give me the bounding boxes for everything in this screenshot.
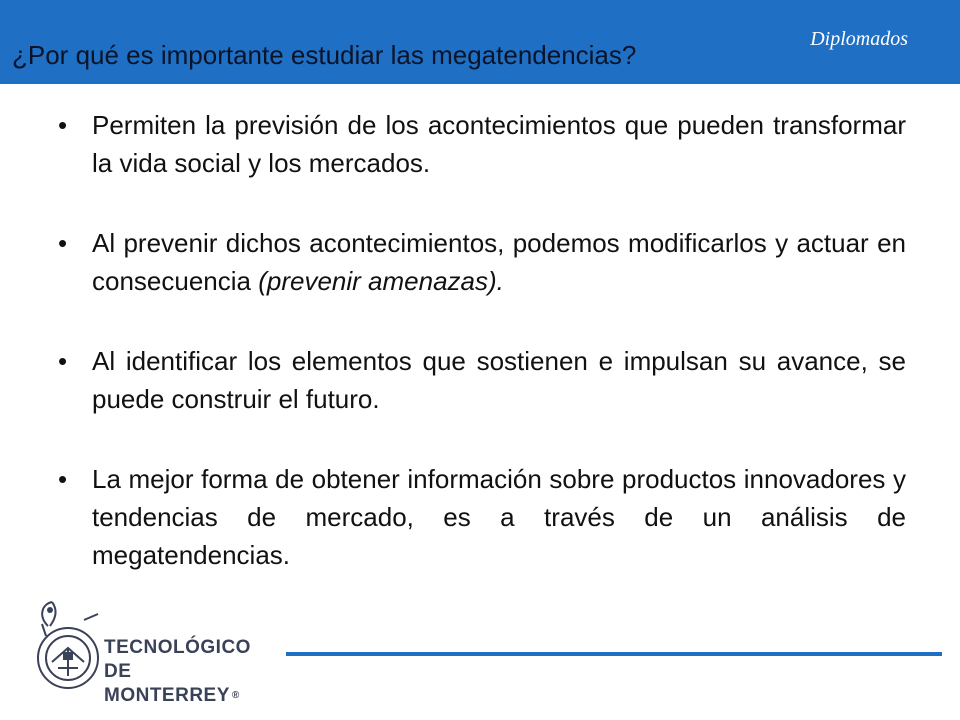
logo-line-2-wrap	[104, 660, 266, 708]
bullet-icon: •	[58, 110, 68, 140]
logo-line-2: DE MONTERREY	[104, 661, 230, 706]
bullet-icon: •	[58, 346, 68, 376]
slide-title: ¿Por qué es importante estudiar las megatendencias?	[12, 40, 637, 70]
bullet-icon: •	[58, 464, 68, 494]
bullet-text: La mejor forma de obtener información sobre productos innovadores y tendencias de mercado, es a través de un análisis de megatendencias.	[92, 464, 906, 570]
tec-seal-icon	[28, 596, 108, 696]
bullet-item	[58, 106, 906, 182]
bullet-italic-text: (prevenir amenazas).	[258, 266, 504, 296]
registered-mark: ®	[231, 690, 240, 701]
bullet-icon: •	[58, 228, 68, 258]
footer-divider	[286, 652, 942, 656]
logo-wordmark	[104, 636, 266, 708]
bullet-text: Al identificar los elementos que sostienen e impulsan su avance, se puede construir el futuro.	[92, 346, 906, 414]
bullet-item	[58, 342, 906, 418]
bullet-item	[58, 460, 906, 574]
logo-line-1: TECNOLÓGICO	[104, 637, 251, 658]
bullet-item	[58, 224, 906, 300]
brand-label: Diplomados	[810, 28, 908, 50]
bullet-text: Permiten la previsión de los acontecimientos que pueden transformar la vida social y los mercados.	[92, 110, 906, 178]
bullet-list	[58, 106, 906, 616]
bullet-text: Al prevenir dichos acontecimientos, podemos modificarlos y actuar en consecuencia	[92, 228, 906, 296]
tec-logo	[22, 596, 266, 706]
